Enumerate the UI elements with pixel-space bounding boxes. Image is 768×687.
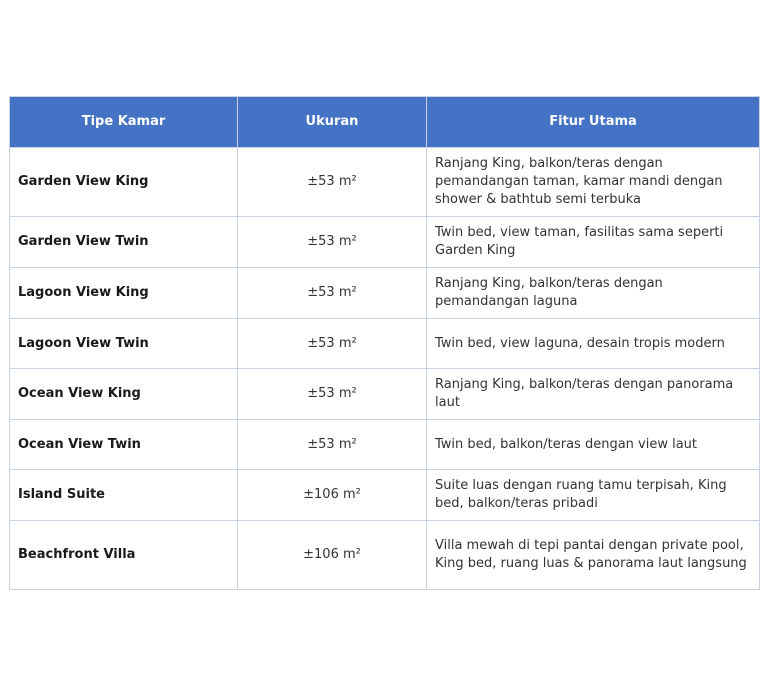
room-type-cell: Ocean View King	[10, 369, 238, 420]
room-feature-cell: Twin bed, view laguna, desain tropis modern	[427, 319, 760, 369]
room-feature-cell: Villa mewah di tepi pantai dengan private pool, King bed, ruang luas & panorama laut langsung	[427, 521, 760, 590]
room-type-cell: Ocean View Twin	[10, 420, 238, 470]
room-type-cell: Garden View Twin	[10, 217, 238, 268]
table-row	[10, 420, 760, 470]
table-row	[10, 369, 760, 420]
header-size: Ukuran	[238, 97, 427, 148]
header-row	[10, 97, 760, 148]
table-header	[10, 97, 760, 148]
table-row	[10, 217, 760, 268]
table-row	[10, 268, 760, 319]
room-feature-cell: Ranjang King, balkon/teras dengan pemandangan taman, kamar mandi dengan shower & bathtub semi terbuka	[427, 148, 760, 217]
room-type-cell: Lagoon View Twin	[10, 319, 238, 369]
room-types-table	[9, 96, 760, 590]
room-types-table-container	[9, 96, 759, 590]
room-feature-cell: Ranjang King, balkon/teras dengan panorama laut	[427, 369, 760, 420]
room-feature-cell: Twin bed, view taman, fasilitas sama seperti Garden King	[427, 217, 760, 268]
header-features: Fitur Utama	[427, 97, 760, 148]
room-size-cell: ±53 m²	[238, 268, 427, 319]
room-feature-cell: Suite luas dengan ruang tamu terpisah, King bed, balkon/teras pribadi	[427, 470, 760, 521]
header-room-type: Tipe Kamar	[10, 97, 238, 148]
room-size-cell: ±53 m²	[238, 319, 427, 369]
room-type-cell: Lagoon View King	[10, 268, 238, 319]
room-feature-cell: Ranjang King, balkon/teras dengan pemandangan laguna	[427, 268, 760, 319]
table-row	[10, 319, 760, 369]
table-body	[10, 148, 760, 590]
room-type-cell: Garden View King	[10, 148, 238, 217]
room-type-cell: Beachfront Villa	[10, 521, 238, 590]
room-size-cell: ±53 m²	[238, 148, 427, 217]
room-size-cell: ±106 m²	[238, 470, 427, 521]
room-feature-cell: Twin bed, balkon/teras dengan view laut	[427, 420, 760, 470]
table-row	[10, 470, 760, 521]
table-row	[10, 521, 760, 590]
room-size-cell: ±106 m²	[238, 521, 427, 590]
room-size-cell: ±53 m²	[238, 217, 427, 268]
table-row	[10, 148, 760, 217]
room-type-cell: Island Suite	[10, 470, 238, 521]
room-size-cell: ±53 m²	[238, 369, 427, 420]
room-size-cell: ±53 m²	[238, 420, 427, 470]
